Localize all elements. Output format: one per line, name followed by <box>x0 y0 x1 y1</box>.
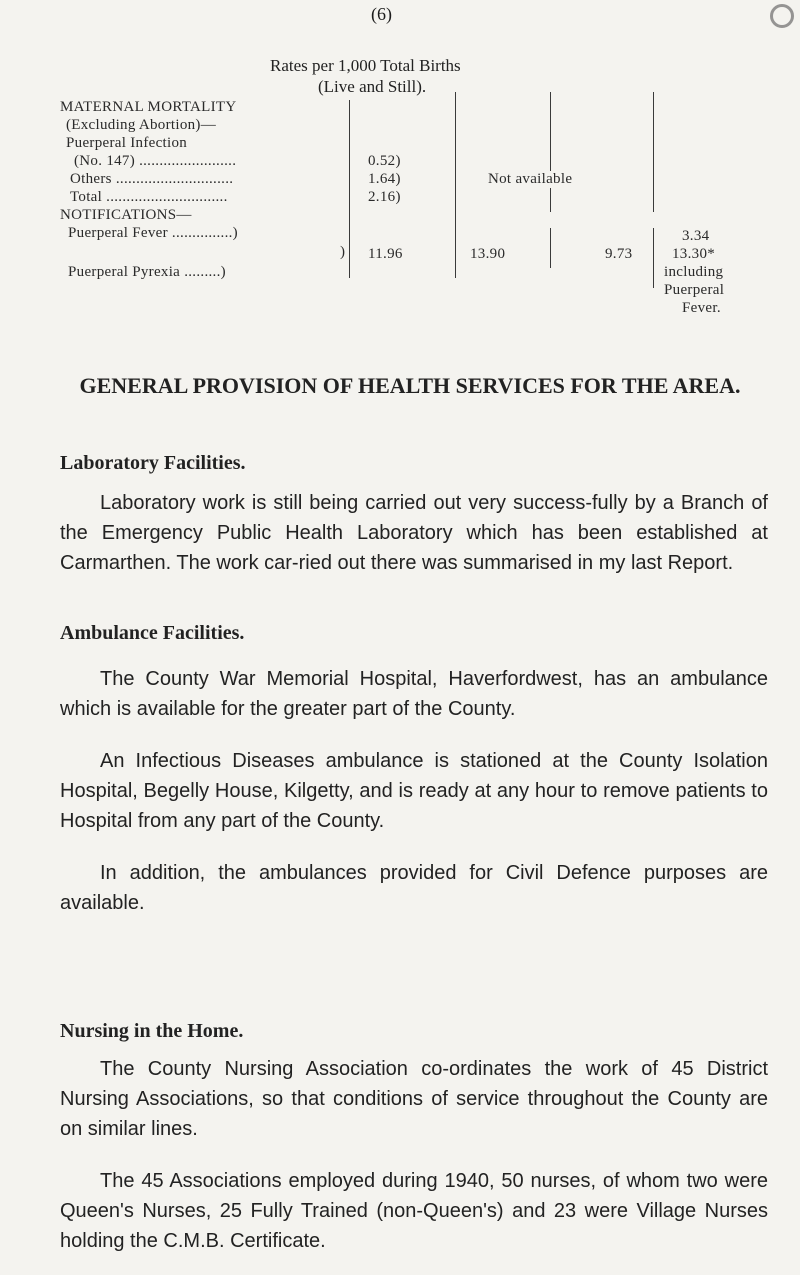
note-fever: Fever. <box>682 300 721 316</box>
laboratory-paragraph-1: Laboratory work is still being carried out very success-fully by a Branch of the Emergency Public Health Laboratory which has been established at Carmarthen. The work car-ried out there was summarised in my last Report. <box>60 492 768 574</box>
note-including: including <box>664 264 724 280</box>
row-maternal-mortality: MATERNAL MORTALITY <box>60 99 237 115</box>
row-no-147: (No. 147) ........................ <box>74 153 237 169</box>
note-puerperal: Puerperal <box>664 282 725 298</box>
table-rule-1 <box>349 100 350 278</box>
value-2-16: 2.16) <box>368 189 401 205</box>
ambulance-paragraph-1: The County War Memorial Hospital, Haverfordwest, has an ambulance which is available for the greater part of the County. <box>60 668 768 720</box>
laboratory-heading: Laboratory Facilities. <box>60 452 246 474</box>
ambulance-paragraph-2: An Infectious Diseases ambulance is stationed at the County Isolation Hospital, Begelly House, Kilgetty, and is ready at any hour to remove patients to Hospital from any part of the County. <box>60 750 768 832</box>
nursing-paragraph-1: The County Nursing Association co-ordinates the work of 45 District Nursing Associations, so that conditions of service throughout the County are on similar lines. <box>60 1058 768 1140</box>
row-puerperal-infection: Puerperal Infection <box>66 135 188 151</box>
table-rule-3 <box>550 92 551 212</box>
table-rule-6 <box>653 228 654 288</box>
value-13-30: 13.30* <box>672 246 716 262</box>
nursing-heading: Nursing in the Home. <box>60 1020 244 1042</box>
ambulance-body <box>60 664 768 918</box>
value-1-64: 1.64) <box>368 171 401 187</box>
page-corner-mark <box>770 4 794 28</box>
table-rule-2 <box>455 92 456 278</box>
not-available-label: Not available <box>484 171 576 188</box>
nursing-paragraph-2: The 45 Associations employed during 1940, 50 nurses, of whom two were Queen's Nurses, 25 Fully Trained (non-Queen's) and 23 were Village Nurses holding the C.M.B. Certificate. <box>60 1170 768 1252</box>
value-13-90: 13.90 <box>470 246 506 262</box>
row-others: Others ............................. <box>70 171 234 187</box>
page-number: (6) <box>371 4 392 24</box>
table-header-line2: (Live and Still). <box>318 77 427 96</box>
row-fever-brace: ) <box>340 244 346 260</box>
value-0-52: 0.52) <box>368 153 401 169</box>
value-9-73: 9.73 <box>605 246 633 262</box>
laboratory-body <box>60 488 768 578</box>
table-header-line1: Rates per 1,000 Total Births <box>270 56 461 75</box>
value-11-96: 11.96 <box>368 246 403 262</box>
row-excluding: (Excluding Abortion)— <box>66 117 217 133</box>
table-rule-4 <box>550 228 551 268</box>
ambulance-heading: Ambulance Facilities. <box>60 622 245 644</box>
ambulance-paragraph-3: In addition, the ambulances provided for Civil Defence purposes are available. <box>60 862 768 914</box>
row-puerperal-pyrexia: Puerperal Pyrexia .........) <box>68 264 226 280</box>
table-rule-5 <box>653 92 654 212</box>
row-total: Total .............................. <box>70 189 228 205</box>
section-title: GENERAL PROVISION OF HEALTH SERVICES FOR THE AREA. <box>79 373 741 398</box>
row-notifications: NOTIFICATIONS— <box>60 207 192 223</box>
value-3-34: 3.34 <box>682 228 710 244</box>
row-puerperal-fever: Puerperal Fever ...............) <box>68 225 238 241</box>
nursing-body <box>60 1054 768 1256</box>
